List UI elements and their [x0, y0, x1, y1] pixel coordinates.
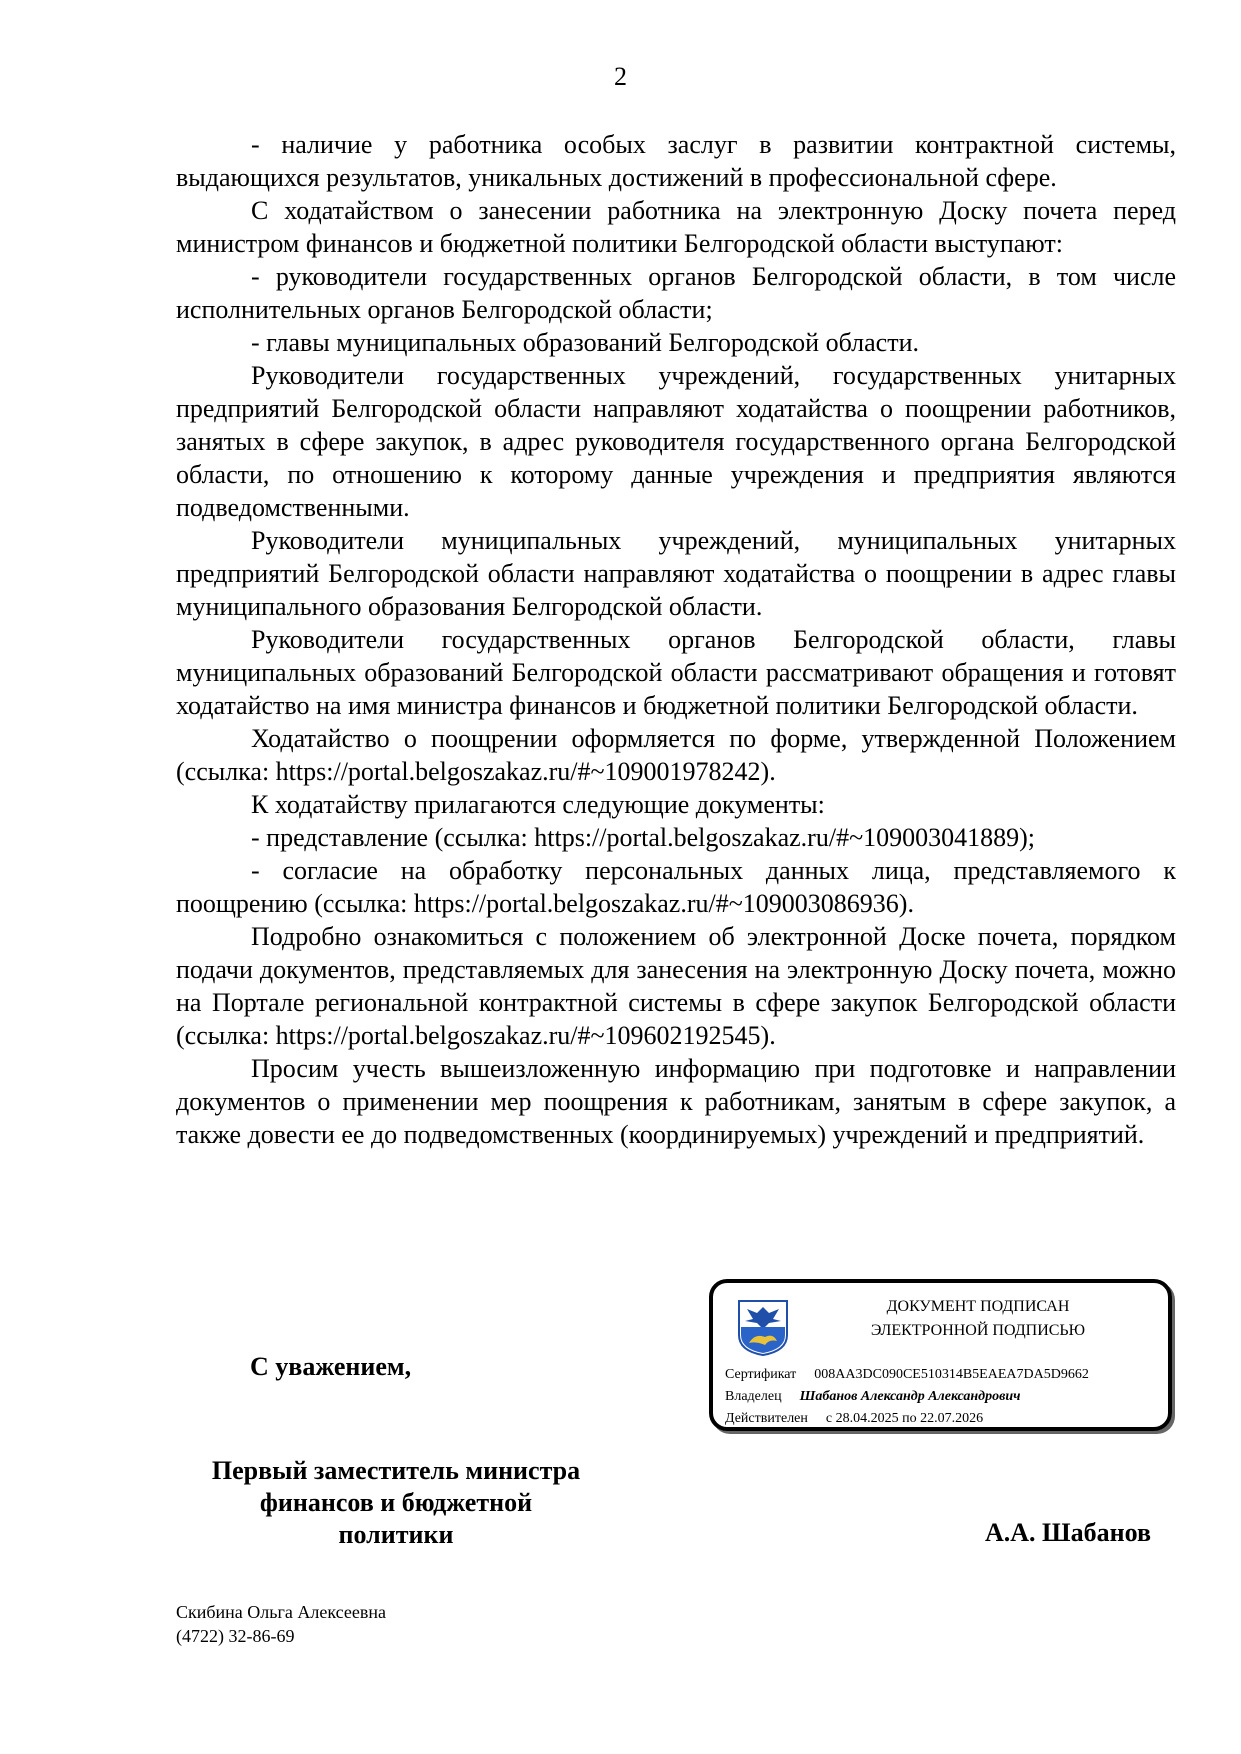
letter-body [176, 128, 1176, 1151]
signer-name: А.А. Шабанов [985, 1518, 1151, 1547]
greeting: С уважением, [250, 1352, 412, 1381]
stamp-valid-label: Действителен [725, 1411, 808, 1426]
position-line: политики [338, 1520, 454, 1549]
stamp-validity [725, 1409, 983, 1429]
paragraph: - руководители государственных органов Белгородской области, в том числе исполнительных органов Белгородской области; [176, 262, 1176, 324]
paragraph: Руководители государственных учреждений, государственных унитарных предприятий Белгородской области направляют ходатайства о поощрении работников, занятых в сфере закупок, в адрес руководителя государственного органа Белгородской области, по отношению к которому данные учреждения и предприятия являются подведомственными. [176, 361, 1176, 522]
stamp-title-line: ЭЛЕКТРОННОЙ ПОДПИСЬЮ [870, 1322, 1086, 1339]
executor-name: Скибина Ольга Алексеевна [176, 1602, 386, 1622]
stamp-title [813, 1295, 1143, 1343]
paragraph: С ходатайством о занесении работника на электронную Доску почета перед министром финансов и бюджетной политики Белгородской области выступают: [176, 196, 1176, 258]
paragraph: Руководители муниципальных учреждений, муниципальных унитарных предприятий Белгородской области направляют ходатайства о поощрении в адрес главы муниципального образования Белгородской области. [176, 526, 1176, 621]
page-number: 2 [614, 62, 627, 91]
paragraph: - представление (ссылка: https://portal.belgoszakaz.ru/#~109003041889); [251, 823, 1036, 852]
e-signature-stamp [709, 1279, 1172, 1431]
executor-phone: (4722) 32-86-69 [176, 1626, 295, 1646]
stamp-valid-value: с 28.04.2025 по 22.07.2026 [825, 1411, 984, 1426]
stamp-owner [725, 1387, 1020, 1407]
belgorod-emblem-icon [735, 1297, 791, 1357]
paragraph: Просим учесть вышеизложенную информацию при подготовке и направлении документов о применении мер поощрения к работникам, занятым в сфере закупок, а также довести ее до подведомственных (координируемых) учреждений и предприятий. [176, 1054, 1176, 1149]
stamp-certificate [725, 1365, 1089, 1385]
stamp-owner-label: Владелец [725, 1389, 782, 1404]
stamp-cert-value: 008AA3DC090CE510314B5EAEA7DA5D9662 [814, 1367, 1089, 1382]
paragraph: Ходатайство о поощрении оформляется по форме, утвержденной Положением (ссылка: https://portal.belgoszakaz.ru/#~109001978242). [176, 724, 1176, 786]
stamp-owner-value: Шабанов Александр Александрович [799, 1389, 1021, 1404]
paragraph: - наличие у работника особых заслуг в развитии контрактной системы, выдающихся результатов, уникальных достижений в профессиональной сфере. [176, 130, 1176, 192]
paragraph: К ходатайству прилагаются следующие документы: [251, 790, 825, 819]
position-line: финансов и бюджетной [259, 1488, 533, 1517]
executor-info [176, 1600, 386, 1648]
paragraph: Руководители государственных органов Белгородской области, главы муниципальных образований Белгородской области рассматривают обращения и готовят ходатайство на имя министра финансов и бюджетной политики Белгородской области. [176, 625, 1176, 720]
paragraph: - согласие на обработку персональных данных лица, представляемого к поощрению (ссылка: https://portal.belgoszakaz.ru/#~109003086936). [176, 856, 1176, 918]
position-line: Первый заместитель министра [211, 1456, 581, 1485]
stamp-cert-label: Сертификат [725, 1367, 797, 1382]
paragraph: Подробно ознакомиться с положением об электронной Доске почета, порядком подачи документов, представляемых для занесения на электронную Доску почета, можно на Портале региональной контрактной системы в сфере закупок Белгородской области (ссылка: https://portal.belgoszakaz.ru/#~109602192545). [176, 922, 1176, 1050]
signer-position [176, 1455, 616, 1551]
paragraph: - главы муниципальных образований Белгородской области. [251, 328, 919, 357]
stamp-title-line: ДОКУМЕНТ ПОДПИСАН [886, 1298, 1070, 1315]
